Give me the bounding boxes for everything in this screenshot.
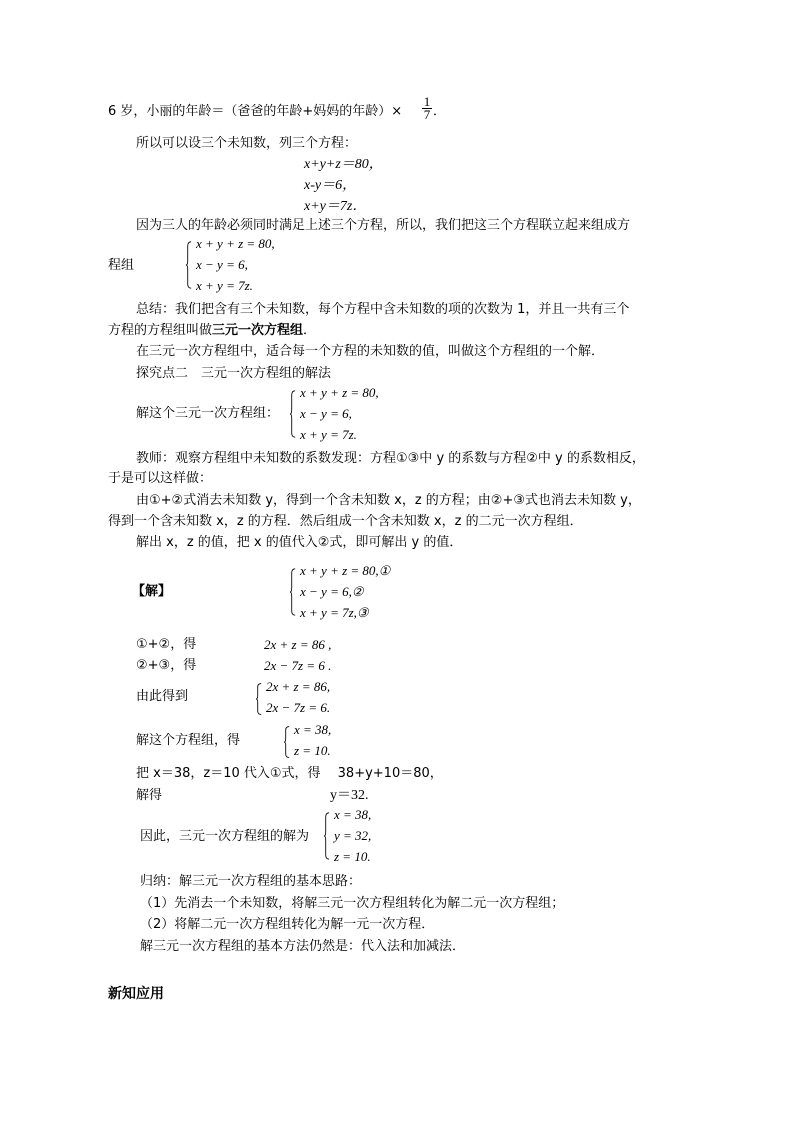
final-row-3: z = 10. [334,849,371,864]
fraction-one-seventh [421,96,433,121]
system2-row-2: x − y = 6, [300,406,352,421]
final-row-2: y = 32, [334,828,372,843]
brace-icon [324,808,330,864]
step2-label: ②+③，得 [136,658,197,673]
age-line-text: 6 岁，小丽的年龄＝（爸爸的年龄+妈妈的年龄）× [108,104,403,119]
age-line-suffix: ． [433,104,447,119]
solution-row-1: x + y + z = 80,① [300,563,391,578]
solve-prompt: 解这个三元一次方程组： [136,406,280,421]
brace-icon [256,680,262,718]
step1-label: ①+②，得 [136,637,197,652]
summary-line-1: 总结：我们把含有三个未知数，每个方程中含未知数的项的次数为 1，并且一共有三个 [136,302,630,317]
derived-row-2: 2x − 7z = 6. [266,700,331,715]
explore-heading: 探究点二 三元一次方程组的解法 [136,366,332,381]
brace-icon [290,564,296,620]
equation-system-2 [290,384,410,442]
substitute-line: 把 x＝38，z＝10 代入①式，得 38+y+10＝80， [136,766,443,781]
because-line: 因为三人的年龄必须同时满足上述三个方程，所以，我们把这三个方程联立起来组成方 [136,218,631,233]
defined-term: 三元一次方程组 [212,323,304,338]
equation-system-label: 程组 [108,258,135,273]
equation-3: x+y＝7z． [304,199,367,214]
solution-row-3: x + y = 7z,③ [300,605,369,620]
solution-system [290,562,420,620]
final-row-1: x = 38, [334,807,372,822]
solution-row-2: x − y = 6,② [300,584,364,599]
solved-label: 解得 [136,788,163,803]
teacher-line-3: 由①+②式消去未知数 y，得到一个含未知数 x，z 的方程；由②+③式也消去未知数 y， [136,493,641,508]
equation-2: x-y＝6， [304,178,357,193]
solved-equation: y＝32. [330,788,369,803]
brace-icon [290,386,296,442]
conclusion-step-2: （2）将解二元一次方程组转化为解一元一次方程． [140,917,435,932]
conclusion-step-1: （1）先消去一个未知数，将解三元一次方程组转化为解二元一次方程组； [140,896,565,911]
final-system [324,806,404,866]
derived-system [256,678,356,718]
teacher-line-2: 于是可以这样做： [108,471,213,486]
system1-row-3: x + y = 7z. [196,278,253,293]
equation-system-1 [186,235,306,293]
solve2-row-1: x = 38, [294,722,332,737]
equation-1: x+y+z＝80， [304,157,383,172]
solution-definition: 在三元一次方程组中，适合每一个方程的未知数的值，叫做这个方程组的一个解． [136,344,605,359]
conclusion-heading: 归纳：解三元一次方程组的基本思路： [140,874,362,889]
summary-line-2 [108,323,316,339]
teacher-line-4: 得到一个含未知数 x，z 的方程．然后组成一个含未知数 x，z 的二元一次方程组． [108,514,583,529]
derived-row-1: 2x + z = 86, [266,679,331,694]
system2-row-3: x + y = 7z. [300,427,357,442]
conclusion-method: 解三元一次方程组的基本方法仍然是：代入法和加减法． [140,939,466,954]
step1-equation: 2x + z = 86 , [264,637,332,652]
summary-line-2-suffix: ． [303,323,317,338]
teacher-line-5: 解出 x，z 的值，把 x 的值代入②式，即可解出 y 的值． [136,535,463,550]
brace-icon [186,237,192,293]
step2-equation: 2x − 7z = 6 . [264,658,332,673]
solve2-label: 解这个方程组，得 [136,733,241,748]
brace-icon [284,723,290,761]
section-title: 新知应用 [108,986,164,1002]
solve2-row-2: z = 10. [294,743,331,758]
fraction-denominator: 7 [423,107,431,122]
final-label: 因此，三元一次方程组的解为 [140,829,310,844]
fraction-numerator: 1 [423,94,431,109]
summary-line-2-text: 方程的方程组叫做 [108,323,213,338]
teacher-line-1: 教师：观察方程组中未知数的系数发现：方程①③中 y 的系数与方程②中 y 的系数相反， [136,451,645,466]
system2-row-1: x + y + z = 80, [300,385,379,400]
set-vars-line: 所以可以设三个未知数，列三个方程： [136,136,358,151]
derive-label: 由此得到 [136,689,189,704]
system1-row-2: x − y = 6, [196,257,248,272]
solution-label: 【解】 [132,584,172,599]
age-line [108,104,402,120]
solve2-system [284,721,364,761]
system1-row-1: x + y + z = 80, [196,236,275,251]
